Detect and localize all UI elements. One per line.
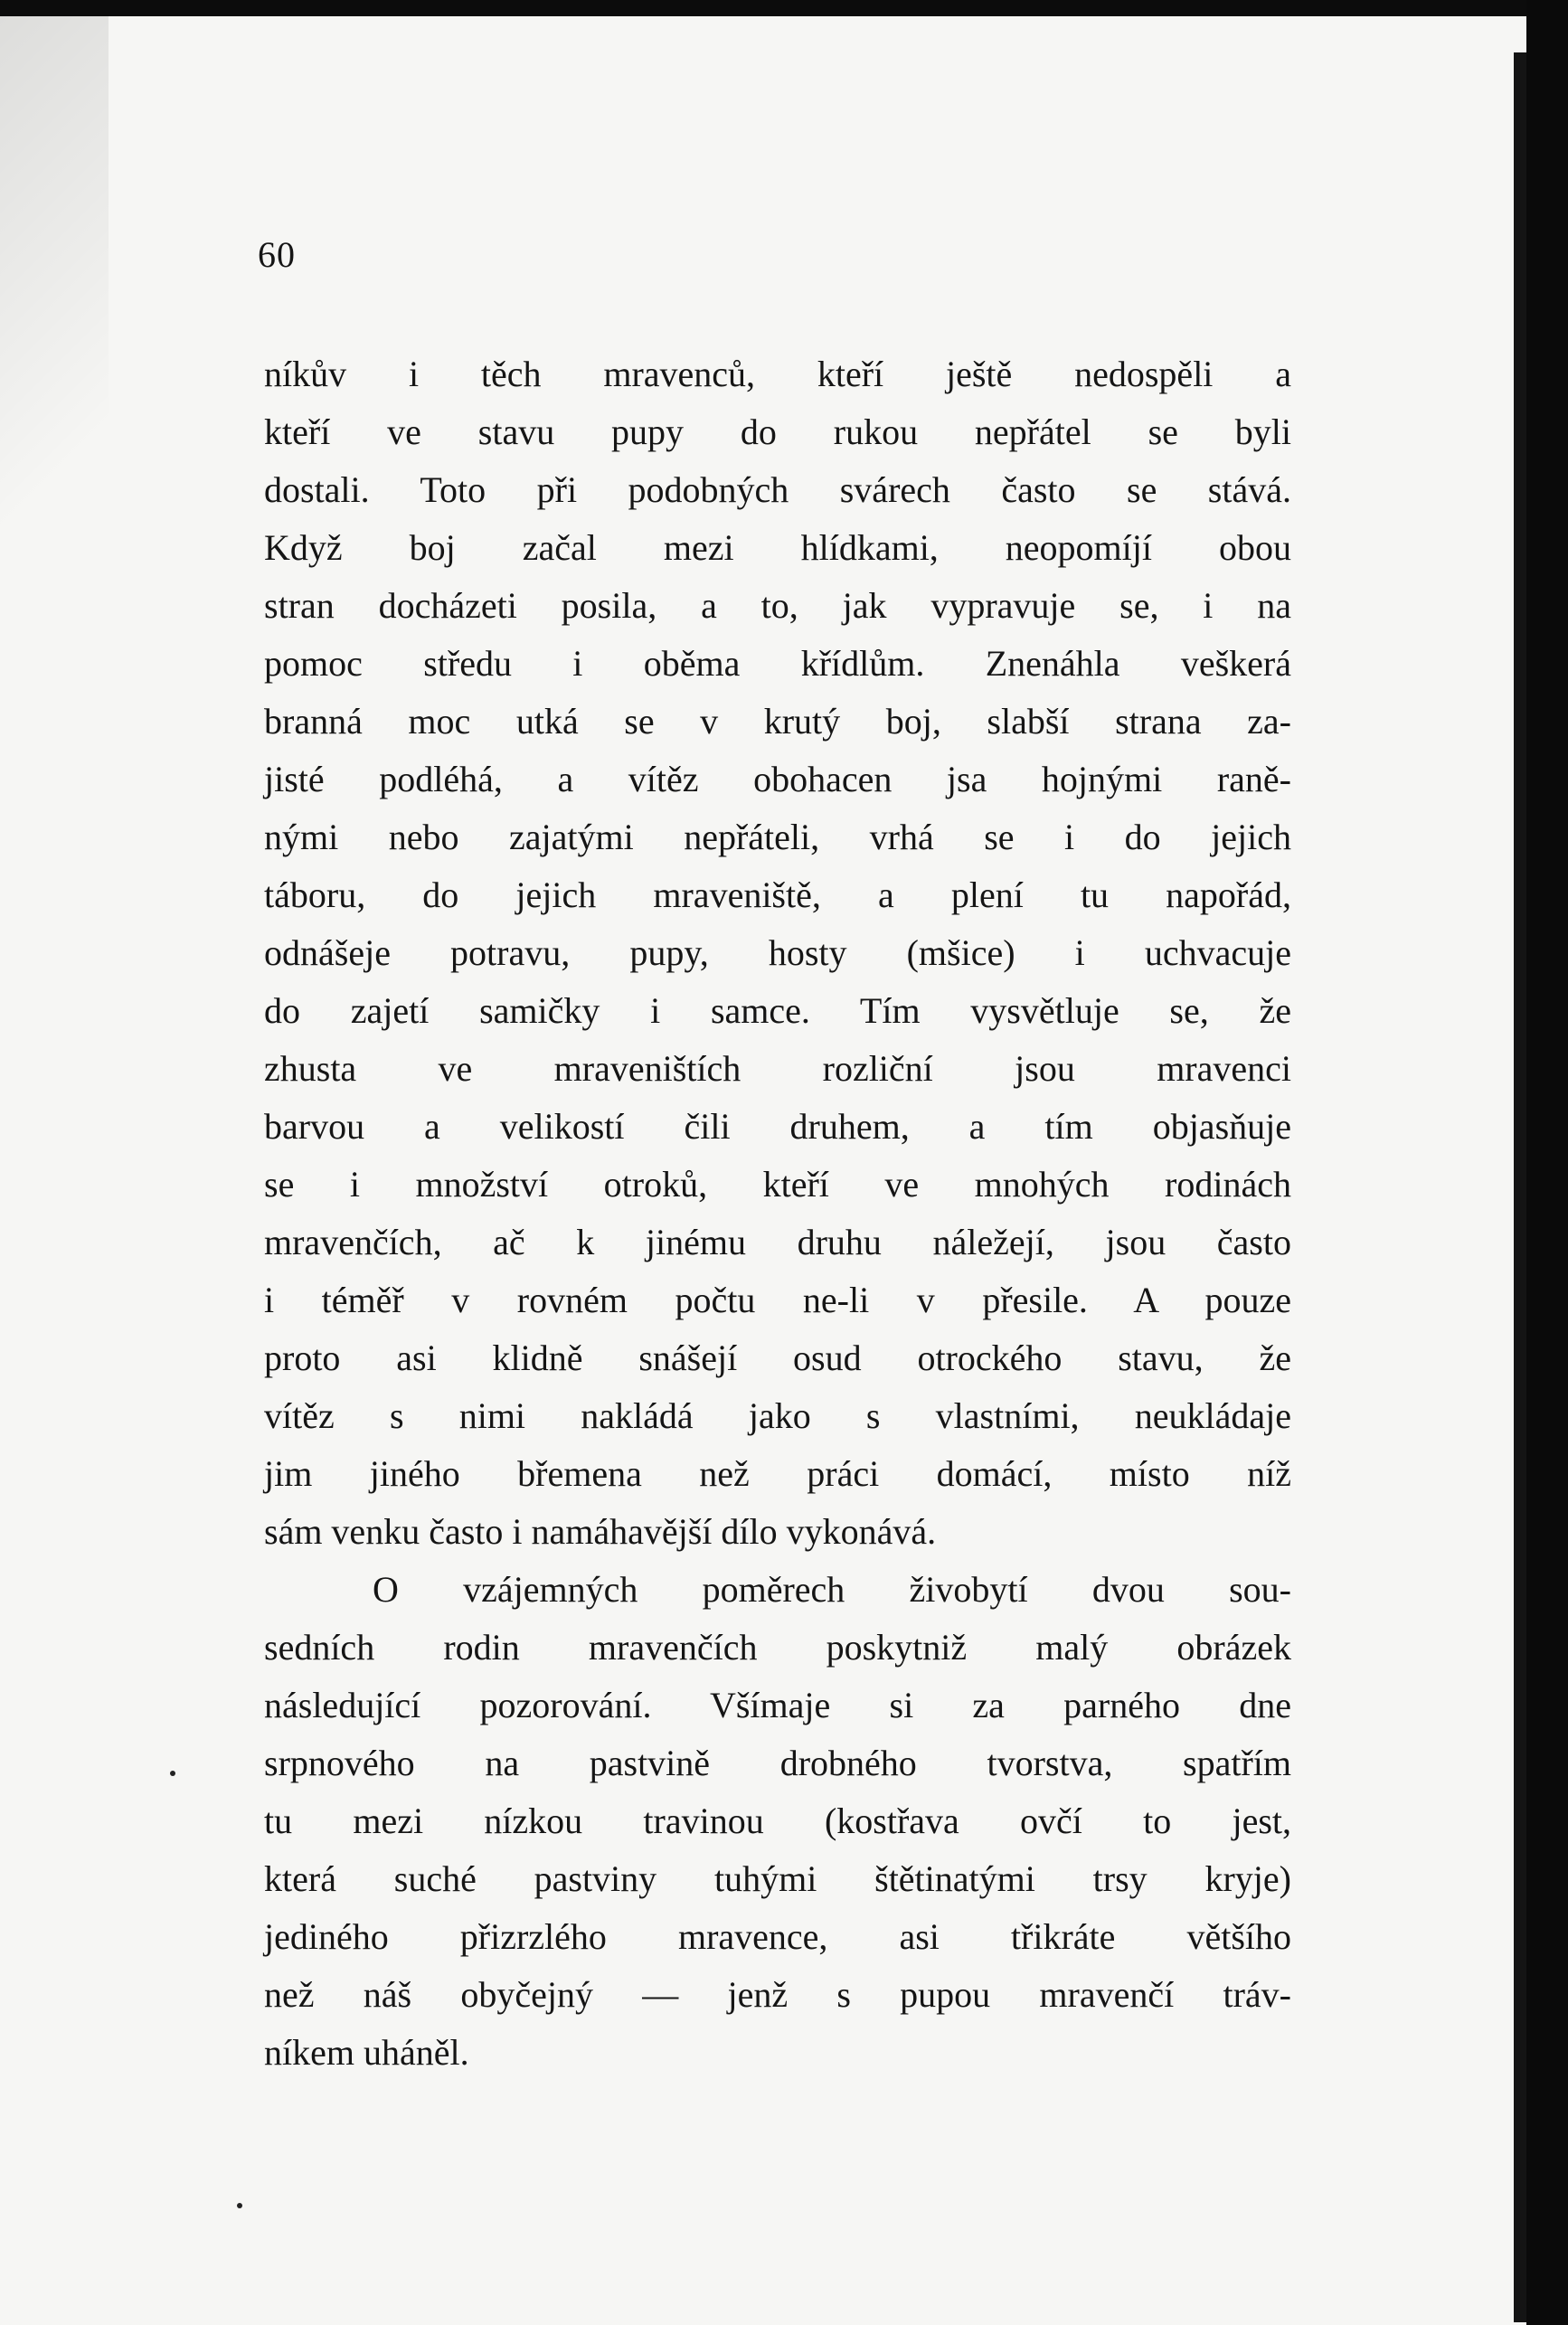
text-line: se i množství otroků, kteří ve mnohých rodinách bbox=[264, 1164, 1291, 1205]
text-line: zhusta ve mraveništích rozliční jsou mravenci bbox=[264, 1048, 1291, 1089]
paragraph-first-line: O vzájemných poměrech živobytí dvou sou- bbox=[373, 1569, 1291, 1610]
page-shadow bbox=[0, 16, 109, 649]
text-line: níkův i těch mravenců, kteří ještě nedospěli a bbox=[264, 354, 1291, 394]
text-line: do zajetí samičky i samce. Tím vysvětluje se, že bbox=[264, 990, 1291, 1031]
text-line: mravenčích, ač k jinému druhu náležejí, jsou často bbox=[264, 1222, 1291, 1262]
text-line: následující pozorování. Všímaje si za parného dne bbox=[264, 1685, 1291, 1725]
text-line: stran docházeti posila, a to, jak vypravuje se, i na bbox=[264, 585, 1291, 626]
scan-border bbox=[1526, 0, 1568, 2325]
page-number: 60 bbox=[258, 234, 296, 275]
text-line: sedních rodin mravenčích poskytniž malý obrázek bbox=[264, 1627, 1291, 1668]
body-text bbox=[264, 345, 1291, 2082]
text-line: branná moc utká se v krutý boj, slabší strana za- bbox=[264, 701, 1291, 742]
text-line: dostali. Toto při podobných svárech často se stává. bbox=[264, 469, 1291, 510]
dust-speck bbox=[237, 2203, 242, 2208]
text-line: pomoc středu i oběma křídlům. Znenáhla veškerá bbox=[264, 643, 1291, 684]
text-line: kteří ve stavu pupy do rukou nepřátel se byli bbox=[264, 411, 1291, 452]
text-line: proto asi klidně snášejí osud otrockého stavu, že bbox=[264, 1337, 1291, 1378]
text-line: jisté podléhá, a vítěz obohacen jsa hojnými raně- bbox=[264, 759, 1291, 799]
text-line: která suché pastviny tuhými štětinatými trsy kryje) bbox=[264, 1858, 1291, 1899]
text-line: táboru, do jejich mraveniště, a plení tu napořád, bbox=[264, 874, 1291, 915]
text-line: Když boj začal mezi hlídkami, neopomíjí obou bbox=[264, 527, 1291, 568]
page-spine-edge bbox=[1514, 52, 1526, 2322]
book-page bbox=[0, 16, 1526, 2325]
text-line: srpnového na pastvině drobného tvorstva, spatřím bbox=[264, 1743, 1291, 1783]
text-line: barvou a velikostí čili druhem, a tím objasňuje bbox=[264, 1106, 1291, 1147]
text-line: odnášeje potravu, pupy, hosty (mšice) i uchvacuje bbox=[264, 932, 1291, 973]
text-line: nými nebo zajatými nepřáteli, vrhá se i do jejich bbox=[264, 817, 1291, 857]
text-line: sám venku často i namáhavější dílo vykonává. bbox=[264, 1511, 937, 1552]
dust-speck bbox=[170, 1771, 175, 1776]
text-line: níkem uháněl. bbox=[264, 2032, 469, 2073]
text-line: jediného přizrzlého mravence, asi třikráte většího bbox=[264, 1916, 1291, 1957]
text-line: vítěz s nimi nakládá jako s vlastními, neukládaje bbox=[264, 1395, 1291, 1436]
text-line: tu mezi nízkou travinou (kostřava ovčí to jest, bbox=[264, 1800, 1291, 1841]
text-line: než náš obyčejný — jenž s pupou mravenčí tráv- bbox=[264, 1974, 1291, 2015]
text-line: jim jiného břemena než práci domácí, místo níž bbox=[264, 1453, 1291, 1494]
text-line: i téměř v rovném počtu ne-li v přesile. A pouze bbox=[264, 1280, 1291, 1320]
